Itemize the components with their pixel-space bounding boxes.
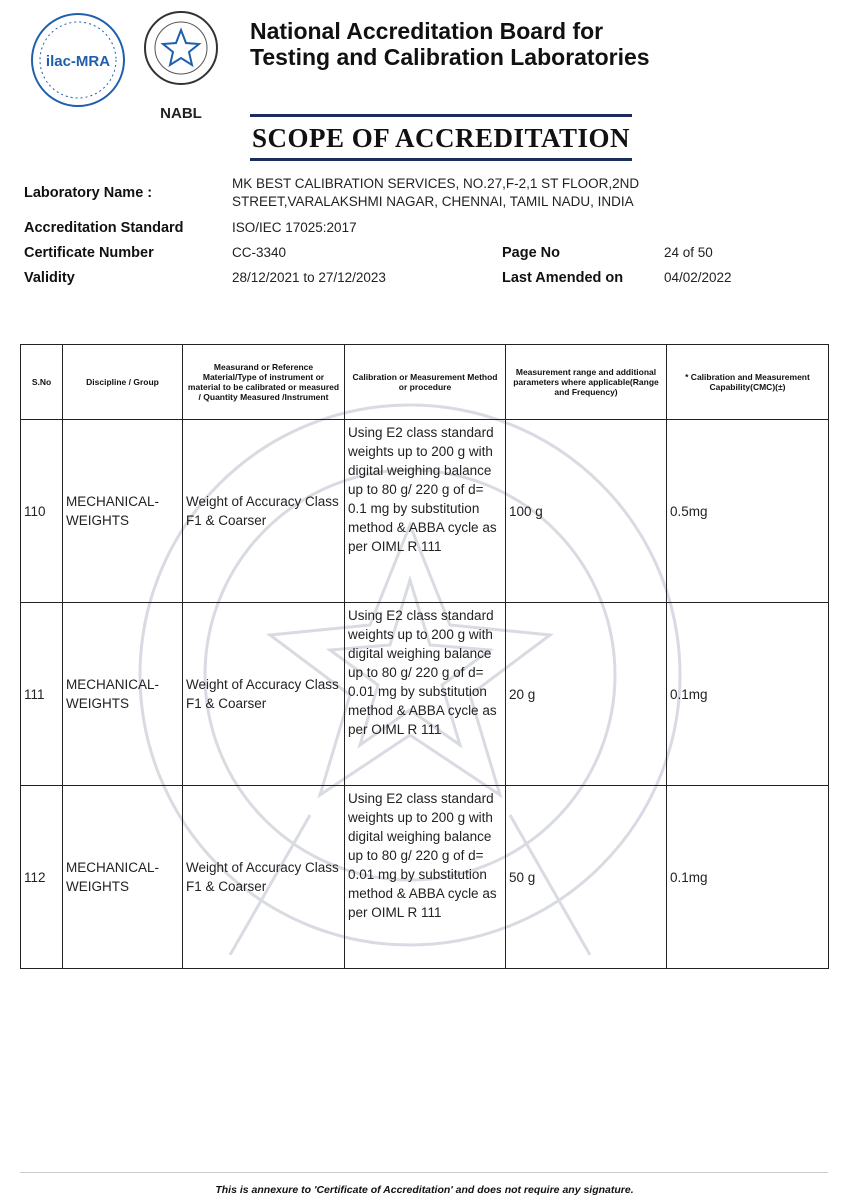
certificate-value: CC-3340 [232,245,287,260]
page-no-label: Page No [502,245,561,261]
cell-cmc: 0.1mg [667,786,829,969]
validity-label: Validity [24,270,75,286]
ilac-mra-logo [28,10,128,110]
title-bottom-rule [250,158,632,161]
cell-discipline: MECHANICAL-WEIGHTS [63,603,183,786]
certificate-label: Certificate Number [24,245,154,261]
organization-name [250,18,650,70]
cell-range: 50 g [506,786,667,969]
cell-discipline: MECHANICAL-WEIGHTS [63,420,183,603]
cell-measurand: Weight of Accuracy Class F1 & Coarser [183,786,345,969]
table-row [21,603,829,786]
cell-method: Using E2 class standard weights up to 200 g with digital weighing balance up to 80 g/ 220 g of d= 0.01 mg by substitution method & ABBA cycle as per OIML R 111 [345,786,506,969]
table-row [21,786,829,969]
cell-discipline: MECHANICAL-WEIGHTS [63,786,183,969]
scope-title-block [250,114,632,161]
cell-cmc: 0.1mg [667,603,829,786]
cell-range: 20 g [506,603,667,786]
lab-name-line1: MK BEST CALIBRATION SERVICES, NO.27,F-2,1 ST FLOOR,2ND [232,176,640,191]
last-amended-label: Last Amended on [502,270,624,286]
header-measurand: Measurand or Reference Material/Type of instrument or material to be calibrated or measured / Quantity Measured /Instrument [183,345,345,420]
cell-cmc: 0.5mg [667,420,829,603]
cell-measurand: Weight of Accuracy Class F1 & Coarser [183,420,345,603]
footer-divider [20,1172,828,1173]
cell-sno: 111 [21,603,63,786]
nabl-logo-text: NABL [160,105,202,122]
header-sno: S.No [21,345,63,420]
lab-name-label: Laboratory Name : [24,185,153,201]
cell-sno: 110 [21,420,63,603]
table-header-row [21,345,829,420]
last-amended-value: 04/02/2022 [664,270,732,285]
cell-range: 100 g [506,420,667,603]
document-header [0,0,849,120]
footer-note: This is annexure to 'Certificate of Accreditation' and does not require any signature. [215,1184,634,1196]
header-discipline: Discipline / Group [63,345,183,420]
organization-name-line1: National Accreditation Board for [250,18,604,44]
cell-method: Using E2 class standard weights up to 200 g with digital weighing balance up to 80 g/ 220 g of d= 0.01 mg by substitution method & ABBA cycle as per OIML R 111 [345,603,506,786]
lab-name-line2: STREET,VARALAKSHMI NAGAR, CHENNAI, TAMIL NADU, INDIA [232,194,634,209]
cell-method: Using E2 class standard weights up to 200 g with digital weighing balance up to 80 g/ 220 g of d= 0.1 mg by substitution method & ABBA cycle as per OIML R 111 [345,420,506,603]
nabl-logo [140,8,222,124]
organization-name-line2: Testing and Calibration Laboratories [250,44,650,70]
validity-value: 28/12/2021 to 27/12/2023 [232,270,386,285]
header-range: Measurement range and additional parameters where applicable(Range and Frequency) [506,345,667,420]
standard-label: Accreditation Standard [24,220,184,236]
cell-sno: 112 [21,786,63,969]
header-cmc: * Calibration and Measurement Capability(CMC)(±) [667,345,829,420]
standard-value: ISO/IEC 17025:2017 [232,220,357,235]
header-method: Calibration or Measurement Method or procedure [345,345,506,420]
table-row [21,420,829,603]
page-title: SCOPE OF ACCREDITATION [251,123,631,153]
ilac-logo-text: ilac-MRA [45,53,111,70]
cell-measurand: Weight of Accuracy Class F1 & Coarser [183,603,345,786]
scope-table [20,344,829,969]
page-no-value: 24 of 50 [664,245,713,260]
